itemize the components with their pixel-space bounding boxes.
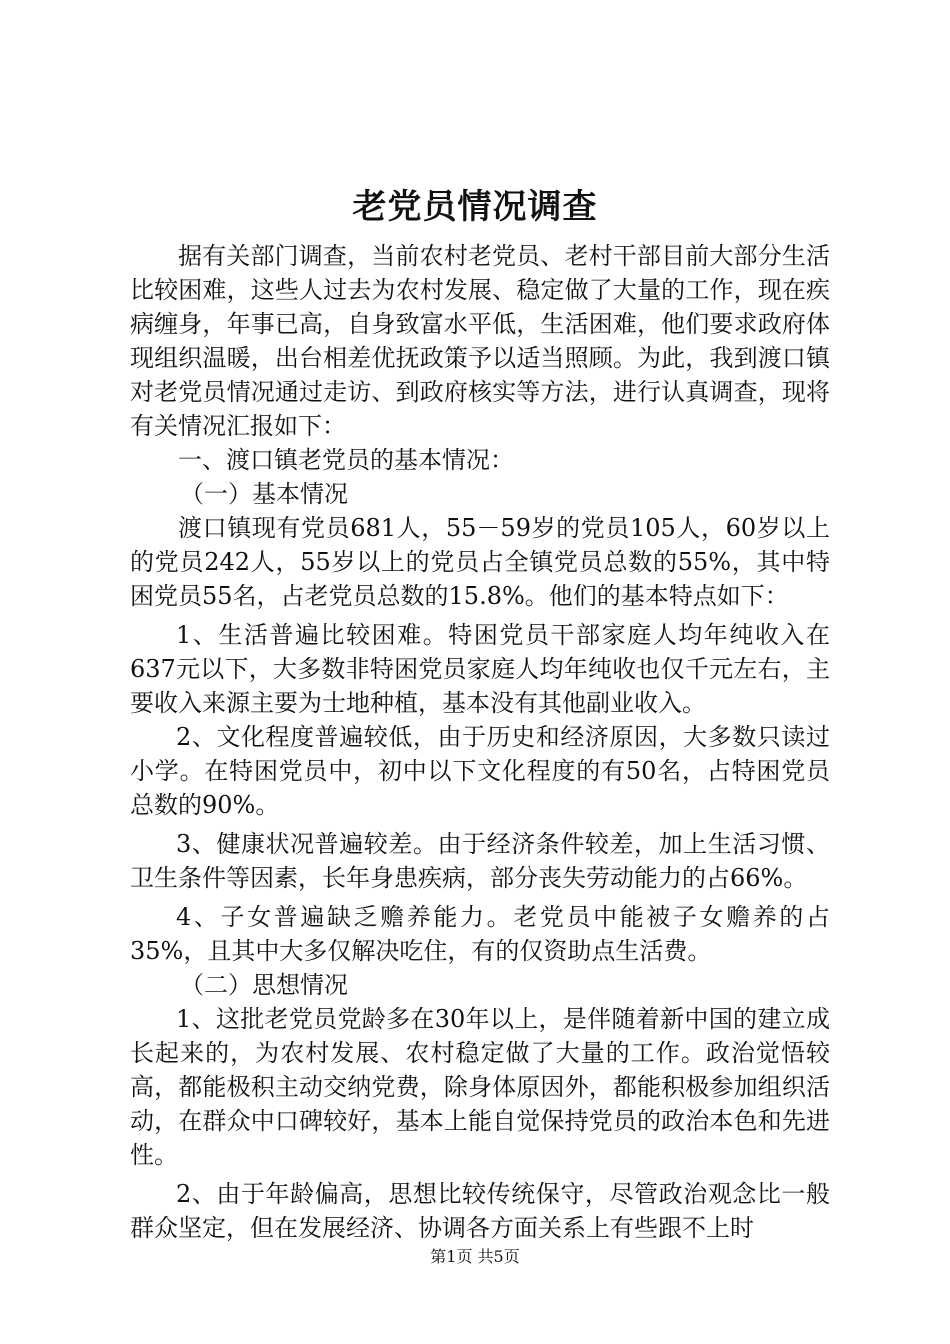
document-body [130,239,830,1245]
section-heading-1: 一、渡口镇老党员的基本情况： [178,446,514,474]
list-item-education: 2、文化程度普遍较低，由于历史和经济原因，大多数只读过小学。在特困党员中，初中以下文化程度的有50名，占特困党员总数的90%。 [130,723,830,819]
list-item-support: 4、子女普遍缺乏赡养能力。老党员中能被子女赡养的占35%，且其中大多仅解决吃住，有的仅资助点生活费。 [130,903,830,965]
thought-item-1: 1、这批老党员党龄多在30年以上，是伴随着新中国的建立成长起来的，为农村发展、农村稳定做了大量的工作。政治觉悟较高，都能极积主动交纳党费，除身体原因外，都能积极参加组织活动，在群众中口碑较好，基本上能自觉保持党员的政治本色和先进性。 [130,1005,830,1169]
basic-stats-paragraph: 渡口镇现有党员681人，55－59岁的党员105人，60岁以上的党员242人，55岁以上的党员占全镇党员总数的55%，其中特困党员55名，占老党员总数的15.8%。他们的基本特点如下： [130,514,830,610]
list-item-living: 1、生活普遍比较困难。特困党员干部家庭人均年纯收入在637元以下，大多数非特困党员家庭人均年纯收也仅千元左右，主要收入来源主要为士地种植，基本没有其他副业收入。 [130,621,830,717]
list-item-health: 3、健康状况普遍较差。由于经济条件较差，加上生活习惯、卫生条件等因素，长年身患疾病，部分丧失劳动能力的占66%。 [130,830,830,892]
page-number-footer: 第1页 共5页 [430,1247,520,1266]
subsection-heading-thought: （二）思想情况 [180,971,348,999]
thought-item-2: 2、由于年龄偏高，思想比较传统保守，尽管政治观念比一般群众坚定，但在发展经济、协调各方面关系上有些跟不上时 [130,1180,830,1242]
subsection-heading-basic: （一）基本情况 [180,480,348,508]
document-title: 老党员情况调查 [352,187,598,227]
intro-paragraph: 据有关部门调查，当前农村老党员、老村干部目前大部分生活比较困难，这些人过去为农村发展、稳定做了大量的工作，现在疾病缠身，年事已高，自身致富水平低，生活困难，他们要求政府体现组织温暖，出台相差优抚政策予以适当照顾。为此，我到渡口镇对老党员情况通过走访、到政府核实等方法，进行认真调查，现将有关情况汇报如下： [130,242,830,440]
